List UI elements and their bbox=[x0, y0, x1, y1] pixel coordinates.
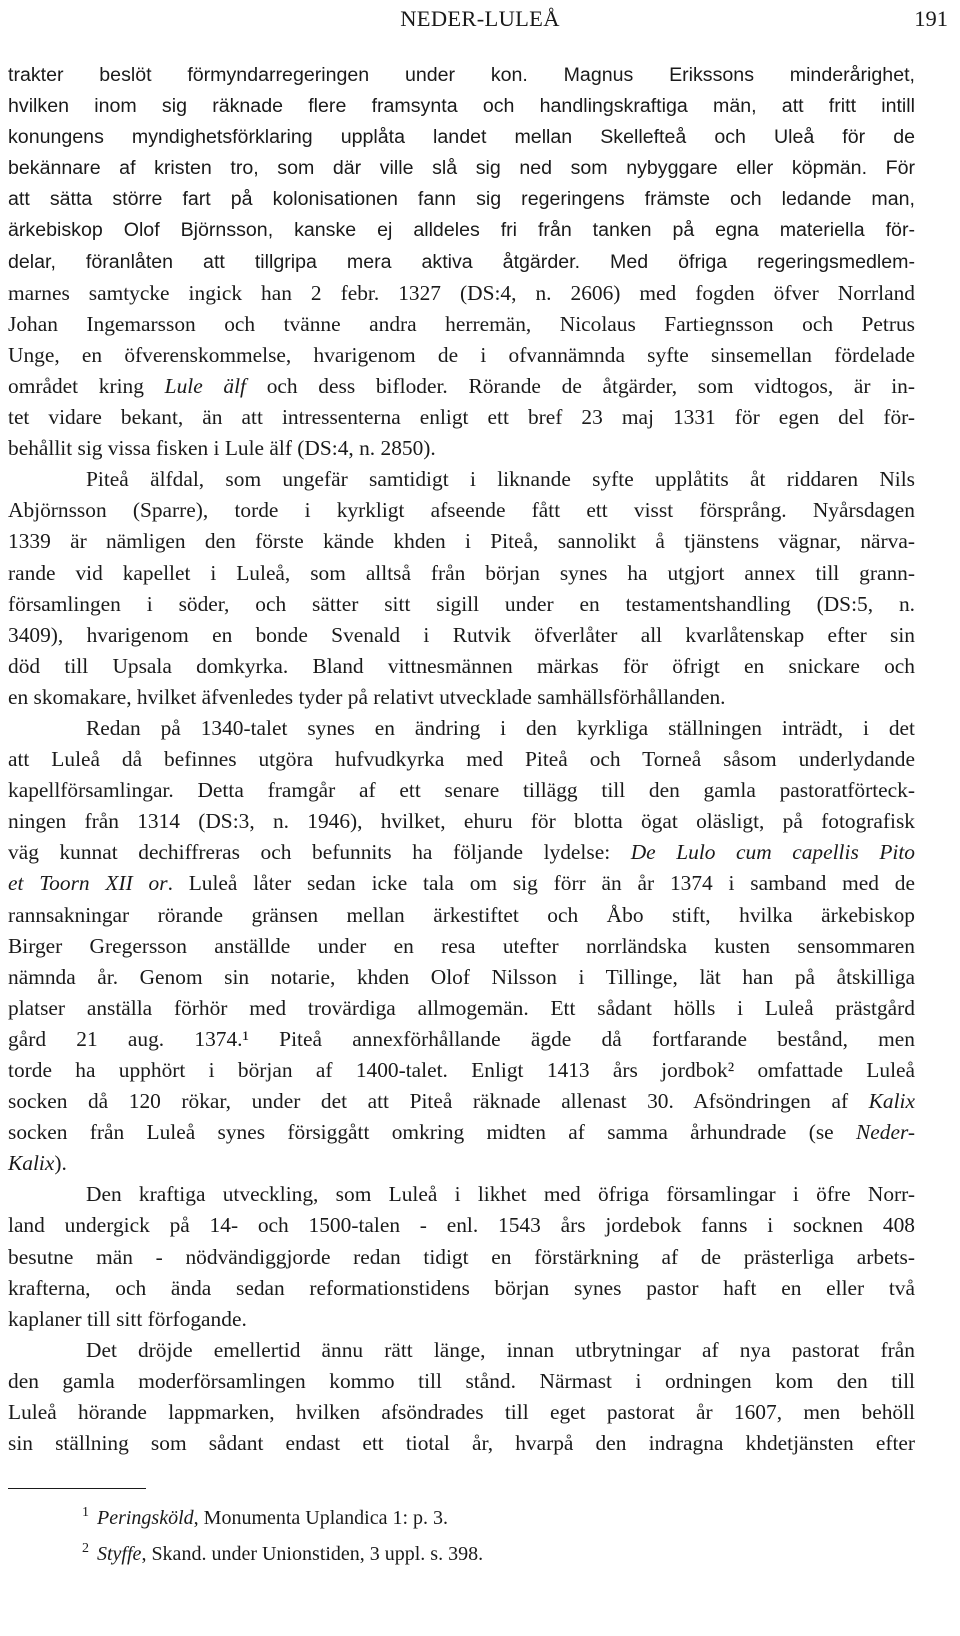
footnote-2 bbox=[82, 1536, 902, 1572]
italic-place-name: Kalix bbox=[868, 1089, 915, 1114]
paragraph-start: Redan på 1340-talet synes en ändring i den kyrkliga ställningen inträdt, i det bbox=[86, 715, 915, 740]
footnote-marker: 2 bbox=[82, 1541, 89, 1556]
text-line: församlingen i söder, och sätter sitt sigill under en testamentshandling (DS:5, n. bbox=[8, 591, 915, 616]
page-number: 191 bbox=[914, 6, 948, 31]
text-line: krafterna, och ända sedan reformationstidens början synes pastor haft en eller två bbox=[8, 1275, 915, 1300]
text-line: Luleå hörande lappmarken, hvilken afsöndrades till eget pastorat år 1607, men behöll bbox=[8, 1400, 915, 1425]
text-line: den gamla moderförsamlingen kommo till stånd. Närmast i ordningen kom den till bbox=[8, 1368, 915, 1393]
running-head bbox=[0, 4, 960, 38]
text-line: sin ställning som sådant endast ett tiotal år, hvarpå den indragna khdetjänsten efter bbox=[8, 1431, 915, 1456]
italic-place-name: Kalix bbox=[8, 1151, 55, 1176]
footnote-text: , Skand. under Unionstiden, 3 uppl. s. 398. bbox=[141, 1543, 484, 1565]
text-line: trakter beslöt förmyndarregeringen under kon. Magnus Erikssons minderårighet, bbox=[8, 64, 915, 86]
footnote-marker: 1 bbox=[82, 1505, 89, 1520]
text-line: väg kunnat dechiffreras och befunnits ha följande lydelse: De Lulo cum capellis Pito bbox=[8, 840, 915, 865]
text-line: ningen från 1314 (DS:3, n. 1946), hvilket, ehuru för blotta ögat oläsligt, på fotografisk bbox=[8, 809, 915, 834]
text-line: nämnda år. Genom sin notarie, khden Olof Nilsson i Tillinge, lät han på åtskilliga bbox=[8, 964, 915, 989]
text-line: att Luleå då befinnes utgöra hufvudkyrka med Piteå och Torneå såsom underlydande bbox=[8, 747, 915, 772]
text-line: att sätta större fart på kolonisationen fann sig regeringens främste och ledande man, bbox=[8, 188, 915, 211]
text-line: bekännare af kristen tro, som där ville slå sig ned som nybyggare eller köpmän. För bbox=[8, 157, 915, 180]
paragraph-start: Den kraftiga utveckling, som Luleå i likhet med öfriga församlingar i öfre Norr- bbox=[86, 1182, 915, 1207]
text-line: ärkebiskop Olof Björnsson, kanske ej alldeles fri från tanken på egna materiella för- bbox=[8, 219, 915, 242]
footnotes bbox=[82, 1500, 902, 1572]
body-text bbox=[8, 60, 915, 1459]
text-line: socken från Luleå synes försiggått omkring midten af samma århundrade (se Neder- bbox=[8, 1120, 915, 1145]
running-title: NEDER-LULEÅ bbox=[400, 6, 560, 31]
text-line: en skomakare, hvilket äfvenledes tyder på relativt utvecklade samhällsförhållanden. bbox=[8, 684, 726, 709]
text-line: gård 21 aug. 1374.¹ Piteå annexförhållande ägde då fortfarande bestånd, men bbox=[8, 1026, 915, 1051]
text-line: Birger Gregersson anställde under en resa utefter norrländska kusten sensommaren bbox=[8, 933, 915, 958]
paragraph-start: Det dröjde emellertid ännu rätt länge, innan utbrytningar af nya pastorat från bbox=[86, 1337, 915, 1362]
footnote-text: , Monumenta Uplandica 1: p. 3. bbox=[193, 1507, 449, 1529]
text-line: land undergick på 14- och 1500-talen - enl. 1543 års jordebok fanns i socknen 408 bbox=[8, 1213, 915, 1238]
footnote-author: Peringsköld bbox=[97, 1507, 194, 1529]
text-line: et Toorn XII or. Luleå låter sedan icke tala om sig förr än år 1374 i samband med de bbox=[8, 871, 915, 896]
text-line: Johan Ingemarsson och tvänne andra herremän, Nicolaus Fartiegnsson och Petrus bbox=[8, 311, 915, 336]
text-line: hvilken inom sig räknade flere framsynta och handlingskraftiga män, att fritt intill bbox=[8, 95, 915, 118]
text-line: kapellförsamlingar. Detta framgår af ett senare tillägg till den gamla pastoratförteck- bbox=[8, 778, 915, 803]
paragraph-start: Piteå älfdal, som ungefär samtidigt i liknande syfte upplåtits åt riddaren Nils bbox=[86, 467, 915, 492]
footnote-1 bbox=[82, 1500, 902, 1536]
text-line: tet vidare bekant, än att intressenterna enligt ett bref 23 maj 1331 för egen del för- bbox=[8, 405, 915, 430]
text-line: behållit sig vissa fisken i Lule älf (DS:4, n. 2850). bbox=[8, 436, 436, 461]
text-line: Kalix). bbox=[8, 1151, 67, 1176]
text-line: rannsakningar rörande gränsen mellan ärkestiftet och Åbo stift, hvilka ärkebiskop bbox=[8, 902, 915, 927]
text-line: död till Upsala domkyrka. Bland vittnesmännen märkas för öfrigt en snickare och bbox=[8, 653, 915, 678]
text-line: området kring Lule älf och dess bifloder. Rörande de åtgärder, som vidtogos, är in- bbox=[8, 373, 916, 398]
text-line: torde ha upphört i början af 1400-talet. Enligt 1413 års jordbok² omfattade Luleå bbox=[8, 1058, 915, 1082]
footnote-author: Styffe bbox=[97, 1543, 142, 1565]
text-line: Abjörnsson (Sparre), torde i kyrkligt afseende fått ett visst försprång. Nyårsdagen bbox=[8, 498, 915, 523]
text-line: socken då 120 rökar, under det att Piteå räknade allenast 30. Afsöndringen af Kalix bbox=[8, 1089, 915, 1114]
footnote-divider bbox=[8, 1488, 146, 1489]
italic-place-name: Neder- bbox=[856, 1120, 915, 1145]
text-line: delar, föranlåten att tillgripa mera aktiva åtgärder. Med öfriga regeringsmedlem- bbox=[8, 250, 915, 273]
italic-latin-quote: et Toorn XII or bbox=[8, 871, 168, 896]
italic-latin-quote: De Lulo cum capellis Pito bbox=[630, 840, 915, 865]
text-line: kaplaner till sitt förfogande. bbox=[8, 1306, 247, 1331]
text-line: platser anställa förhör med trovärdiga allmogemän. Ett sådant hölls i Luleå prästgård bbox=[8, 995, 915, 1020]
text-line: Unge, en öfverenskommelse, hvarigenom de i ofvannämnda syfte sinsemellan fördelade bbox=[8, 342, 915, 367]
text-line: 1339 är nämligen den förste kände khden i Piteå, sannolikt å tjänstens vägnar, närva- bbox=[8, 529, 915, 554]
text-line: rande vid kapellet i Luleå, som alltså från början synes ha utgjort annex till grann- bbox=[8, 560, 915, 585]
text-line: marnes samtycke ingick han 2 febr. 1327 (DS:4, n. 2606) med fogden öfver Norrland bbox=[8, 280, 915, 305]
text-line: konungens myndighetsförklaring upplåta landet mellan Skellefteå och Uleå för de bbox=[8, 126, 915, 149]
italic-place-name: Lule älf bbox=[164, 373, 246, 398]
text-line: 3409), hvarigenom en bonde Svenald i Rutvik öfverlåter all kvarlåtenskap efter sin bbox=[8, 622, 915, 647]
text-line: besutne män - nödvändiggjorde redan tidigt en förstärkning af de prästerliga arbets- bbox=[8, 1244, 915, 1269]
